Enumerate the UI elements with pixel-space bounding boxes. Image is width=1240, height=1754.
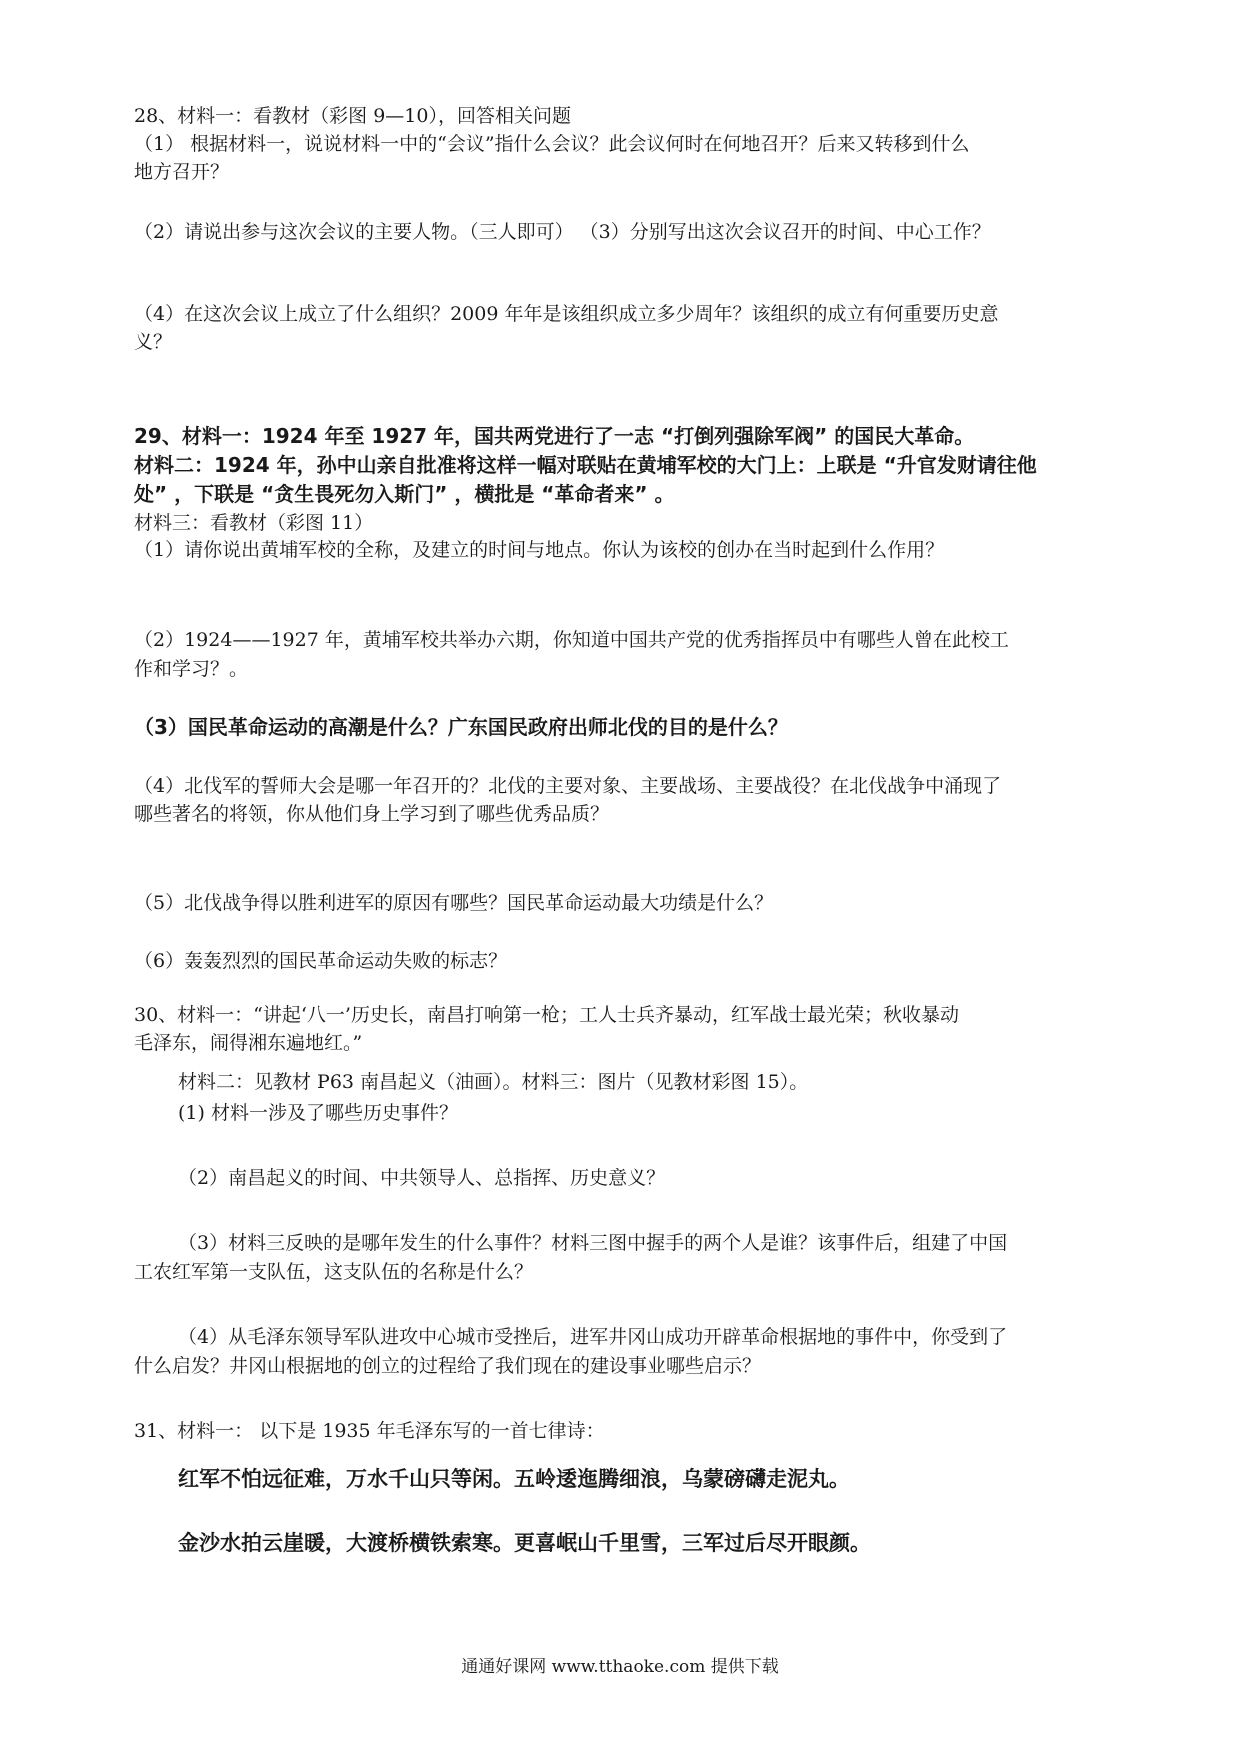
q29-part-6: （6）轰轰烈烈的国民革命运动失败的标志？: [134, 950, 508, 972]
q28-part-1-cont: 地方召开？: [134, 161, 230, 183]
q28-part-4: （4）在这次会议上成立了什么组织？2009 年年是该组织成立多少周年？该组织的成立有何重要历史意: [134, 303, 999, 325]
page-footer: 通通好课网 www.tthaoke.com 提供下载: [461, 1657, 779, 1677]
q29-material-3: 材料三：看教材（彩图 11）: [134, 512, 374, 534]
q28-part-1: （1） 根据材料一，说说材料一中的“会议”指什么会议？此会议何时在何地召开？后来又转移到什么: [134, 133, 970, 155]
q29-part-4: （4）北伐军的誓师大会是哪一年召开的？北伐的主要对象、主要战场、主要战役？在北伐战争中涌现了: [134, 775, 1002, 797]
q31-poem-line-1: 红军不怕远征难，万水千山只等闲。五岭逶迤腾细浪，乌蒙磅礴走泥丸。: [178, 1467, 850, 1491]
q29-part-2-cont: 作和学习？。: [134, 658, 249, 680]
q30-part-3: （3）材料三反映的是哪年发生的什么事件？材料三图中握手的两个人是谁？该事件后，组建了中国: [178, 1232, 1008, 1254]
q30-part-4-cont: 什么启发？井冈山根据地的创立的过程给了我们现在的建设事业哪些启示？: [134, 1355, 762, 1377]
q31-material-1: 31、材料一： 以下是 1935 年毛泽东写的一首七律诗：: [134, 1420, 605, 1442]
q29-part-2: （2）1924——1927 年，黄埔军校共举办六期，你知道中国共产党的优秀指挥员中有哪些人曾在此校工: [134, 629, 1009, 651]
q28-material-1: 28、材料一：看教材（彩图 9—10），回答相关问题: [134, 105, 571, 127]
q29-part-4-cont: 哪些著名的将领，你从他们身上学习到了哪些优秀品质？: [134, 803, 610, 825]
q28-part-4-cont: 义？: [134, 331, 173, 353]
q31-poem-line-2: 金沙水拍云崖暖，大渡桥横铁索寒。更喜岷山千里雪，三军过后尽开眼颜。: [178, 1531, 871, 1555]
q30-part-3-cont: 工农红军第一支队伍，这支队伍的名称是什么？: [134, 1261, 534, 1283]
q29-part-5: （5）北伐战争得以胜利进军的原因有哪些？国民革命运动最大功绩是什么？: [134, 892, 774, 914]
q29-part-3: （3）国民革命运动的高潮是什么？广东国民政府出师北伐的目的是什么？: [134, 715, 788, 739]
q29-material-1: 29、材料一：1924 年至 1927 年，国共两党进行了一志 “打倒列强除军阀” 的国民大革命。: [134, 424, 975, 448]
q30-material-1-cont: 毛泽东，闹得湘东遍地红。”: [134, 1032, 363, 1054]
q29-material-2: 材料二：1924 年，孙中山亲自批准将这样一幅对联贴在黄埔军校的大门上：上联是 “升官发财请往他: [134, 453, 1037, 477]
q28-part-2-3: （2）请说出参与这次会议的主要人物。（三人即可） （3）分别写出这次会议召开的时间、中心工作？: [134, 221, 991, 243]
q30-part-2: （2）南昌起义的时间、中共领导人、总指挥、历史意义？: [178, 1167, 666, 1189]
q30-part-1: (1) 材料一涉及了哪些历史事件？: [178, 1102, 458, 1124]
q29-material-2-cont: 处” ，下联是 “贪生畏死勿入斯门” ，横批是 “革命者来” 。: [134, 482, 675, 506]
q29-part-1: （1）请你说出黄埔军校的全称，及建立的时间与地点。你认为该校的创办在当时起到什么作用？: [134, 539, 945, 561]
q30-part-4: （4）从毛泽东领导军队进攻中心城市受挫后，进军井冈山成功开辟革命根据地的事件中，你受到了: [178, 1326, 1008, 1348]
q30-material-1: 30、材料一：“讲起‘八一’历史长，南昌打响第一枪；工人士兵齐暴动，红军战士最光荣；秋收暴动: [134, 1004, 959, 1026]
q30-material-2-3: 材料二：见教材 P63 南昌起义（油画）。材料三：图片（见教材彩图 15）。: [178, 1071, 809, 1093]
